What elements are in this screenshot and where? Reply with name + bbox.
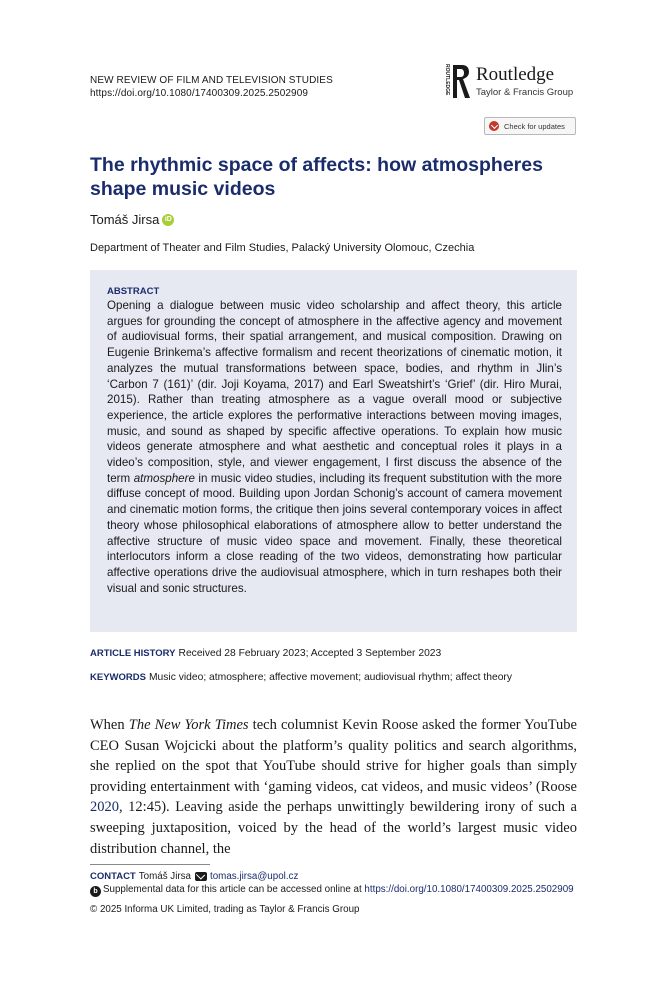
- article-title: The rhythmic space of affects: how atmospheres shape music videos: [90, 154, 543, 200]
- abstract-heading: ABSTRACT: [107, 286, 160, 297]
- envelope-icon: [195, 872, 207, 881]
- keywords: [90, 672, 512, 683]
- keywords-list: Music video; atmosphere; affective movement; audiovisual rhythm; affect theory: [148, 672, 512, 683]
- contact-name: Tomáš Jirsa: [138, 871, 191, 882]
- body-paragraph: When The New York Times tech columnist Kevin Roose asked the former YouTube CEO Susan Wojcicki about the platform’s quality politics and search algorithms, she replied on the spot that YouTube should strive for higher goals than simply providing entertainment with ‘gaming videos, cat videos, and music videos’ (Roose 2020, 12:45). Leaving aside the perhaps unwittingly bewildering irony of such a sweeping juxtaposition, voiced by the head of the world’s largest music video distribution channel, the: [90, 717, 577, 857]
- vertical-mark-text: ROUTLEDGE: [444, 64, 450, 96]
- abstract-text: Opening a dialogue between music video scholarship and affect theory, this article argues for grounding the concept of atmosphere in the affective agency and movement of audiovisual forms, their spatial arrangement, and musical composition. Drawing on Eugenie Brinkema’s affective formalism and recent theorizations of cinematic motion, it analyzes the mutual transformations between space, bodies, and rhythm in Jlin’s ‘Carbon 7 (161)’ (dir. Joji Koyama, 2017) and Earl Sweatshirt’s ‘Grief’ (dir. Hiro Murai, 2015). Rather than treating atmosphere as a vague overall mood or subjective experience, the article explores the performative interactions between moving images, music, and sound as shaped by specific affective operations. To explain how music videos generate atmosphere and what aesthetic and conceptual roles it plays in a video’s composition, style, and viewer engagement, I first discuss the absence of the term atmosphere in music video studies, including its frequent substitution with the more diffuse concept of mood. Building upon Jordan Schonig’s account of camera movement and cinematic motion forms, the critique then joins several contemporary voices in affect theory whose philosophical elaborations of atmosphere allow to better understand the affective structure of music video space and movement. Finally, these theoretical interlocutors inform a close reading of the two videos, demonstrating how particular affective operations drive the audiovisual atmosphere, which in turn reshapes both their visual and sonic structures.: [107, 299, 562, 595]
- footnotes: [90, 870, 587, 916]
- author-line: [90, 212, 174, 227]
- article-history: [90, 648, 441, 659]
- contact-email-link[interactable]: tomas.jirsa@upol.cz: [210, 871, 299, 882]
- author-affiliation: Department of Theater and Film Studies, Palacký University Olomouc, Czechia: [90, 242, 475, 254]
- publisher-logo: [440, 60, 580, 102]
- running-header: [90, 74, 333, 100]
- author-name[interactable]: Tomáš Jirsa: [90, 212, 160, 227]
- journal-name: NEW REVIEW OF FILM AND TELEVISION STUDIES: [90, 75, 333, 86]
- abstract-box: [90, 270, 577, 632]
- orcid-icon[interactable]: iD: [162, 214, 174, 226]
- supplemental-link[interactable]: https://doi.org/10.1080/17400309.2025.2502909: [364, 884, 574, 895]
- footnote-divider: [90, 864, 210, 865]
- copyright: © 2025 Informa UK Limited, trading as Taylor & Francis Group: [90, 904, 360, 915]
- article-history-label: ARTICLE HISTORY: [90, 648, 176, 659]
- article-history-dates: Received 28 February 2023; Accepted 3 September 2023: [178, 648, 442, 659]
- keywords-label: KEYWORDS: [90, 672, 146, 683]
- publisher-subtitle: Taylor & Francis Group: [476, 87, 574, 98]
- check-for-updates-button[interactable]: [484, 117, 576, 135]
- publisher-name: Routledge: [476, 64, 555, 85]
- contact-line: [90, 870, 587, 883]
- citation-link[interactable]: 2020: [90, 799, 119, 816]
- article-doi[interactable]: https://doi.org/10.1080/17400309.2025.2502909: [90, 88, 309, 99]
- contact-label: CONTACT: [90, 871, 136, 882]
- supplemental-icon: b: [90, 886, 101, 897]
- routledge-mark-icon: [440, 62, 470, 100]
- supplemental-line: b Supplemental data for this article can be accessed online at https://doi.org/10.1080/17400309.2025.2502909: [90, 883, 587, 897]
- check-updates-icon: [489, 121, 499, 131]
- check-updates-label: Check for updates: [504, 121, 565, 131]
